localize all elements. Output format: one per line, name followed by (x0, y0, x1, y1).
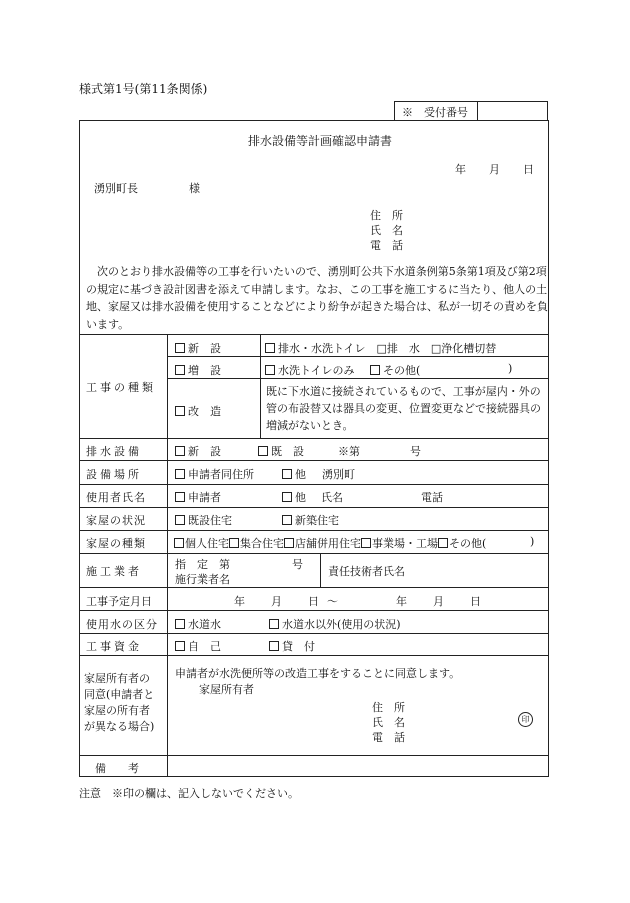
owner-consent: 申請者が水洗便所等の改造工事をすることに同意します。 (175, 667, 461, 680)
checkbox[interactable] (174, 538, 184, 548)
checkbox[interactable] (229, 538, 239, 548)
footer-note: 注意 ※印の欄は、記入しないでください。 (79, 787, 299, 800)
row-label-owner: 家屋所有者の 同意(申請者と 家屋の所有者 が異なる場合) (84, 672, 155, 733)
checkbox[interactable] (175, 515, 185, 525)
location-other[interactable]: 他 (282, 466, 306, 482)
water-tap[interactable]: 水道水 (175, 616, 221, 632)
row-label-drain: 排水設備 (86, 445, 142, 458)
work-type-modify[interactable]: 改 造 (175, 403, 221, 419)
row-label-work-type: 工事の種類 (86, 381, 156, 394)
checkbox[interactable] (265, 343, 275, 353)
row-label-user: 使用者氏名 (86, 491, 146, 504)
row-label-schedule: 工事予定月日 (86, 595, 152, 608)
user-other[interactable]: 他 (282, 489, 306, 505)
location-same[interactable]: 申請者同住所 (175, 466, 254, 482)
checkbox[interactable] (284, 538, 294, 548)
drain-existing[interactable]: 既 設 (258, 443, 304, 459)
checkbox[interactable] (282, 469, 292, 479)
applicant-phone: 電 話 (370, 239, 403, 252)
checkbox[interactable] (175, 469, 185, 479)
funding-self[interactable]: 自 己 (175, 638, 221, 654)
work-type-modify-detail: 既に下水道に接続されているもので、工事が屋内・外の管の布設替又は器具の変更、位置変更などで接続器具の増減がないとき。 (266, 385, 541, 432)
applicant-address: 住 所 (370, 209, 403, 222)
applicant-name: 氏 名 (370, 224, 403, 237)
addressee-mayor: 湧別町長 (94, 182, 138, 195)
checkbox[interactable] (265, 365, 275, 375)
house-status-new[interactable]: 新築住宅 (282, 512, 339, 528)
checkbox[interactable] (175, 619, 185, 629)
checkbox[interactable] (282, 492, 292, 502)
body-text: 次のとおり排水設備等の工事を行いたいので、湧別町公共下水道条例第5条第1項及び第2項の規定に基づき設計図書を添えて申請します。なお、この工事を施工するに当たり、他人の土地、家屋又は排水設備を使用することなどにより紛争が起きた場合は、私が一切その責めを負います。 (86, 265, 548, 331)
checkbox[interactable] (175, 343, 185, 353)
checkbox[interactable] (438, 538, 448, 548)
checkbox[interactable] (175, 641, 185, 651)
drain-new[interactable]: 新 設 (175, 443, 221, 459)
checkbox[interactable] (175, 365, 185, 375)
row-label-water: 使用水の区分 (86, 618, 158, 631)
checkbox[interactable] (269, 619, 279, 629)
work-type-add-flush[interactable]: 水洗トイレのみ (265, 362, 354, 378)
water-other[interactable]: 水道水以外(使用の状況) (269, 616, 401, 632)
work-type-add-other[interactable]: その他( (370, 362, 420, 378)
user-applicant[interactable]: 申請者 (175, 489, 221, 505)
form-title: 排水設備等計画確認申請書 (248, 134, 393, 148)
form-id: 様式第1号(第11条関係) (79, 82, 208, 96)
funding-loan[interactable]: 貸 付 (269, 638, 315, 654)
row-label-house-status: 家屋の状況 (86, 514, 146, 527)
row-label-remarks: 備 考 (95, 762, 139, 775)
work-type-new[interactable]: 新 設 (175, 340, 221, 356)
house-status-existing[interactable]: 既設住宅 (175, 512, 232, 528)
work-type-new-detail[interactable]: 排水・水洗トイレ □排 水 □浄化槽切替 (265, 340, 496, 356)
addressee-sama: 様 (189, 182, 200, 195)
row-label-house-type: 家屋の種類 (86, 537, 146, 550)
checkbox[interactable] (258, 446, 268, 456)
owner-title: 家屋所有者 (199, 683, 254, 696)
checkbox[interactable] (370, 365, 380, 375)
checkbox[interactable] (175, 492, 185, 502)
seal-mark: 印 (518, 712, 533, 727)
checkbox[interactable] (175, 406, 185, 416)
house-type-options[interactable]: 個人住宅 集合住宅 店舗併用住宅 事業場・工場 その他( (174, 535, 486, 551)
row-label-location: 設備場所 (86, 468, 142, 481)
receipt-label: ※ 受付番号 (402, 106, 468, 119)
checkbox[interactable] (175, 446, 185, 456)
work-type-add[interactable]: 増 設 (175, 362, 221, 378)
checkbox[interactable] (282, 515, 292, 525)
checkbox[interactable] (269, 641, 279, 651)
row-label-funding: 工事資金 (86, 640, 142, 653)
checkbox[interactable] (361, 538, 371, 548)
row-label-contractor: 施工業者 (86, 565, 142, 578)
